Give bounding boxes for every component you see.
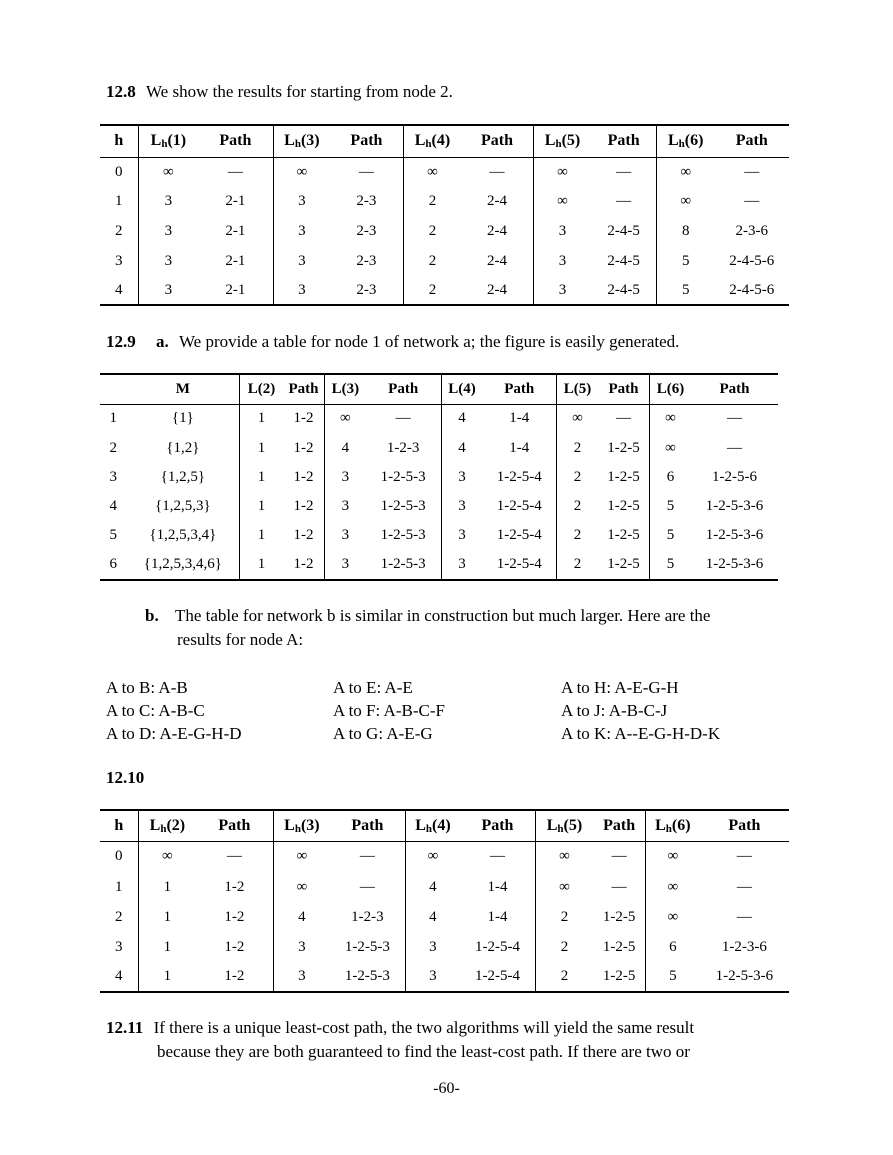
col-header-l6: L(6): [650, 374, 691, 404]
table-cell: 2: [403, 216, 461, 247]
table-cell: 1-2-5: [602, 968, 636, 984]
table-cell: 1: [240, 492, 283, 521]
table-cell: 4: [441, 433, 482, 463]
table-cell: 1-2-5-3: [380, 498, 426, 514]
table-cell: 2-3-6: [735, 223, 768, 239]
col-header-m: M: [127, 374, 240, 404]
table-row: [100, 962, 789, 992]
table-cell: 1-2-5-4: [474, 938, 520, 955]
table-cell: 4: [115, 968, 123, 984]
table-cell: 2-4-5-6: [729, 281, 775, 298]
table-cell: 4: [405, 872, 460, 902]
col-header-path: Path: [330, 810, 405, 841]
table-cell: 1-2: [293, 469, 314, 485]
table-cell: 1-2: [293, 410, 314, 427]
table-cell: 6: [650, 463, 691, 492]
table-cell: {1,2}: [166, 439, 200, 456]
table-cell: 1-2: [293, 498, 314, 514]
table-cell: 2-4-5-6: [729, 253, 775, 269]
table-cell: 1-2-5-6: [711, 469, 757, 485]
table-12-10: [100, 809, 789, 993]
table-cell: —: [359, 848, 375, 865]
table-cell: —: [616, 193, 632, 209]
table-cell: 1: [240, 433, 283, 463]
table-cell: ∞: [533, 157, 591, 187]
table-cell: 1-2-5-3: [344, 968, 390, 984]
table-cell: 3: [273, 932, 330, 962]
table-cell: 6: [109, 556, 118, 572]
col-header-path: Path: [715, 125, 789, 157]
table-row: [100, 404, 778, 433]
table-cell: 3: [405, 962, 460, 992]
table-cell: —: [726, 410, 742, 427]
route-line: A to F: A-B-C-F: [333, 701, 445, 720]
table-cell: 0: [115, 848, 123, 865]
table-cell: {1,2,5,3,4}: [149, 527, 217, 543]
table-cell: 1-2-5-4: [496, 527, 542, 543]
col-header-path: Path: [591, 125, 656, 157]
table-cell: 3: [533, 247, 591, 276]
col-header-h: h: [100, 125, 138, 157]
table-cell: 8: [656, 216, 714, 247]
table-cell: 1-2-5: [607, 498, 640, 514]
table-row: [100, 841, 789, 872]
table-row: [100, 157, 789, 187]
table-row: [100, 872, 789, 902]
table-cell: ∞: [650, 433, 691, 463]
table-cell: 3: [138, 216, 198, 247]
table-cell: {1,2,5,3}: [155, 498, 211, 514]
table-header-row: [100, 810, 789, 841]
table-cell: 3: [324, 492, 365, 521]
route-line: A to K: A--E-G-H-D-K: [561, 724, 721, 743]
table-cell: 5: [650, 492, 691, 521]
table-cell: 1-4: [509, 410, 530, 427]
table-cell: 2: [557, 550, 598, 580]
para-text-line1: If there is a unique least-cost path, the two algorithms will yield the same result: [153, 1018, 695, 1037]
table-cell: 5: [656, 276, 714, 305]
table-cell: ∞: [138, 157, 198, 187]
route-line: A to E: A-E: [333, 678, 413, 697]
table-cell: 3: [138, 276, 198, 305]
col-header-lh5: $L_h(5)$: [535, 810, 593, 841]
table-cell: 3: [533, 276, 591, 305]
table-cell: 2: [557, 492, 598, 521]
table-cell: —: [611, 878, 627, 895]
table-cell: 4: [273, 902, 330, 932]
col-header-h: h: [100, 810, 138, 841]
table-cell: ∞: [535, 841, 593, 872]
table-cell: —: [616, 163, 632, 180]
table-row: [100, 187, 789, 216]
table-cell: 0: [115, 163, 123, 180]
para-text: We provide a table for node 1 of network a; the figure is easily generated.: [179, 332, 680, 351]
table-cell: 4: [115, 281, 123, 298]
table-cell: ∞: [403, 157, 461, 187]
col-header-path: Path: [598, 374, 650, 404]
table-cell: 1-2: [293, 439, 314, 456]
table-row: [100, 492, 778, 521]
route-line: A to C: A-B-C: [106, 701, 205, 720]
table-cell: ∞: [324, 404, 365, 433]
table-cell: 3: [324, 463, 365, 492]
col-header-path: Path: [691, 374, 778, 404]
table-cell: {1}: [171, 410, 194, 427]
col-header-path: Path: [593, 810, 645, 841]
table-cell: 2: [557, 433, 598, 463]
table-cell: ∞: [273, 841, 330, 872]
col-header-index: [100, 374, 127, 404]
table-cell: 3: [273, 276, 330, 305]
col-header-lh4: $L_h(4)$: [403, 125, 461, 157]
table-cell: 3: [273, 247, 330, 276]
table-cell: 3: [441, 492, 482, 521]
table-cell: 1-2: [224, 878, 245, 895]
table-cell: 1-2-5: [607, 527, 640, 543]
table-cell: 2: [557, 521, 598, 550]
table-cell: 1-2: [224, 938, 245, 955]
table-cell: 1: [240, 521, 283, 550]
table-cell: ∞: [535, 872, 593, 902]
para-12-11-line2: because they are both guaranteed to find the least-cost path. If there are two or: [157, 1042, 690, 1061]
table-cell: {1,2,5}: [160, 469, 206, 485]
table-cell: 1: [109, 410, 118, 427]
para-12-9b: [145, 604, 710, 628]
table-cell: —: [744, 193, 760, 209]
table-row: [100, 247, 789, 276]
table-cell: 5: [646, 962, 700, 992]
table-cell: 1-2: [224, 968, 245, 984]
table-cell: 3: [324, 550, 365, 580]
table-cell: 2: [115, 908, 123, 925]
table-row: [100, 932, 789, 962]
page-number: -60-: [433, 1080, 460, 1097]
table-cell: 1-2-5-3-6: [705, 556, 764, 572]
table-cell: —: [489, 163, 505, 180]
table-cell: 4: [109, 498, 118, 514]
col-header-lh1: $L_h(1)$: [138, 125, 198, 157]
table-cell: 2-3: [356, 281, 377, 298]
table-cell: 2-4: [486, 253, 507, 269]
col-header-l3: L(3): [324, 374, 365, 404]
table-cell: 6: [646, 932, 700, 962]
table-cell: 2: [535, 902, 593, 932]
item-label-a: a.: [156, 332, 169, 351]
table-row: [100, 276, 789, 305]
col-header-l2: L(2): [240, 374, 283, 404]
section-number: 12.8: [106, 82, 136, 101]
table-cell: 2: [535, 932, 593, 962]
table-cell: ∞: [557, 404, 598, 433]
route-line: A to B: A-B: [106, 678, 188, 697]
table-cell: 2: [109, 439, 118, 456]
table-cell: 2-1: [225, 223, 246, 239]
table-cell: {1,2,5,3,4,6}: [143, 556, 222, 572]
table-cell: ∞: [533, 187, 591, 216]
table-cell: 1-2-5-3-6: [705, 527, 764, 543]
table-cell: 4: [405, 902, 460, 932]
table-cell: 3: [138, 247, 198, 276]
table-cell: —: [736, 908, 752, 925]
table-row: [100, 521, 778, 550]
routes-col-2: [333, 676, 445, 745]
table-cell: 5: [109, 527, 118, 543]
table-cell: 3: [533, 216, 591, 247]
col-header-path: Path: [461, 125, 533, 157]
table-cell: ∞: [646, 872, 700, 902]
table-cell: 2-4-5: [607, 253, 640, 269]
table-cell: 3: [441, 521, 482, 550]
para-text: We show the results for starting from node 2.: [146, 82, 453, 101]
table-cell: 2-4-5: [607, 223, 640, 239]
route-line: A to H: A-E-G-H: [561, 678, 679, 697]
section-number: 12.9: [106, 332, 136, 351]
table-cell: 2-4: [486, 281, 507, 298]
table-cell: 1: [138, 902, 196, 932]
table-cell: —: [736, 878, 752, 895]
table-cell: 1-2-5: [607, 439, 640, 456]
table-cell: 2-1: [225, 253, 246, 269]
table-cell: —: [744, 163, 760, 180]
routes-col-1: [106, 676, 242, 745]
table-cell: 1-2-5: [607, 469, 640, 485]
table-cell: 4: [324, 433, 365, 463]
table-cell: 5: [650, 521, 691, 550]
table-cell: 1: [240, 550, 283, 580]
table-cell: 2: [403, 276, 461, 305]
table-header-row: [100, 374, 778, 404]
table-cell: 1-2: [293, 527, 314, 543]
table-cell: 1: [138, 962, 196, 992]
table-cell: 1: [115, 193, 123, 209]
table-cell: 1-4: [509, 439, 530, 456]
table-cell: 1-2-5-3-6: [715, 968, 774, 984]
table-cell: 1-2-5-4: [496, 498, 542, 514]
table-cell: 2: [557, 463, 598, 492]
table-cell: —: [611, 848, 627, 865]
table-cell: ∞: [650, 404, 691, 433]
table-cell: 1-2-5-3: [380, 469, 426, 485]
table-cell: ∞: [273, 157, 330, 187]
table-cell: 2-4: [486, 193, 507, 209]
col-header-path: Path: [283, 374, 324, 404]
table-cell: 3: [441, 463, 482, 492]
table-cell: 1: [240, 463, 283, 492]
table-cell: ∞: [656, 157, 714, 187]
table-cell: 1-2-5-3: [380, 556, 426, 572]
col-header-lh6: $L_h(6)$: [646, 810, 700, 841]
table-cell: —: [726, 439, 742, 456]
table-cell: 1-4: [487, 878, 508, 895]
col-header-lh3: $L_h(3)$: [273, 125, 330, 157]
table-row: [100, 902, 789, 932]
table-cell: 3: [441, 550, 482, 580]
table-cell: ∞: [138, 841, 196, 872]
col-header-path: Path: [366, 374, 441, 404]
table-cell: 1-2-5-4: [496, 556, 542, 572]
table-cell: 3: [273, 216, 330, 247]
table-cell: 2-4: [486, 223, 507, 239]
table-cell: 2: [115, 223, 123, 239]
table-cell: 3: [138, 187, 198, 216]
table-cell: —: [226, 848, 242, 865]
routes-col-3: [561, 676, 720, 745]
table-cell: 3: [405, 932, 460, 962]
col-header-path: Path: [330, 125, 403, 157]
table-cell: 2: [403, 247, 461, 276]
table-cell: ∞: [646, 841, 700, 872]
item-label-b: b.: [145, 606, 159, 625]
table-cell: 1-2-3-6: [721, 938, 767, 955]
table-cell: —: [736, 848, 752, 865]
section-number: 12.10: [106, 768, 145, 787]
table-cell: 2-3: [356, 193, 377, 209]
table-row: [100, 216, 789, 247]
route-line: A to D: A-E-G-H-D: [106, 724, 242, 743]
col-header-path: Path: [482, 374, 556, 404]
table-12-8: [100, 124, 789, 306]
table-cell: 1-2-5-3: [344, 938, 390, 955]
para-12-8: [106, 80, 453, 104]
table-cell: 3: [115, 253, 123, 269]
table-row: [100, 463, 778, 492]
table-cell: 1: [138, 932, 196, 962]
table-cell: 1-2-5: [602, 908, 636, 925]
table-cell: ∞: [646, 902, 700, 932]
table-cell: 3: [109, 469, 118, 485]
table-cell: 2: [403, 187, 461, 216]
table-cell: —: [489, 848, 505, 865]
table-row: [100, 550, 778, 580]
table-cell: ∞: [656, 187, 714, 216]
para-12-9b-line2: results for node A:: [177, 630, 304, 649]
table-header-row: [100, 125, 789, 157]
table-cell: 1: [240, 404, 283, 433]
col-header-l5: L(5): [557, 374, 598, 404]
section-number: 12.11: [106, 1018, 144, 1037]
col-header-path: Path: [460, 810, 535, 841]
table-cell: ∞: [273, 872, 330, 902]
table-cell: —: [227, 163, 243, 180]
table-cell: 2: [535, 962, 593, 992]
para-12-9: [106, 330, 679, 354]
table-cell: 1: [115, 878, 123, 895]
table-cell: 1-4: [487, 908, 508, 925]
table-cell: 1-2-5: [607, 556, 640, 572]
table-12-9a: [100, 373, 778, 581]
col-header-lh5: $L_h(5)$: [533, 125, 591, 157]
table-cell: 2-1: [225, 193, 246, 209]
table-cell: ∞: [405, 841, 460, 872]
table-row: [100, 433, 778, 463]
table-cell: 5: [656, 247, 714, 276]
table-cell: 1-2-3: [351, 908, 384, 925]
col-header-l4: L(4): [441, 374, 482, 404]
table-cell: 1: [138, 872, 196, 902]
col-header-path: Path: [700, 810, 789, 841]
table-cell: —: [358, 163, 374, 180]
para-text-line1: The table for network b is similar in construction but much larger. Here are the: [174, 606, 711, 625]
col-header-path: Path: [198, 125, 273, 157]
route-line: A to G: A-E-G: [333, 724, 433, 743]
table-cell: 1-2-5-3-6: [705, 498, 764, 514]
para-12-11: [106, 1016, 694, 1040]
col-header-lh2: $L_h(2)$: [138, 810, 196, 841]
para-12-10: [106, 766, 144, 790]
table-cell: —: [359, 878, 375, 895]
table-cell: 3: [115, 938, 123, 955]
table-cell: 1-2-3: [386, 439, 420, 456]
col-header-lh3: $L_h(3)$: [273, 810, 330, 841]
col-header-lh4: $L_h(4)$: [405, 810, 460, 841]
table-cell: 1-2: [293, 556, 314, 572]
table-cell: —: [395, 410, 411, 427]
table-cell: 5: [650, 550, 691, 580]
table-cell: 3: [273, 962, 330, 992]
table-cell: —: [616, 410, 631, 427]
table-cell: 1-2: [224, 908, 245, 925]
table-cell: 2-3: [356, 253, 377, 269]
table-cell: 3: [273, 187, 330, 216]
table-cell: 1-2-5-4: [496, 469, 542, 485]
table-cell: 4: [441, 404, 482, 433]
table-cell: 2-1: [225, 281, 246, 298]
table-cell: 1-2-5: [602, 938, 636, 955]
table-cell: 1-2-5-4: [474, 968, 520, 984]
table-cell: 3: [324, 521, 365, 550]
table-cell: 1-2-5-3: [380, 527, 426, 543]
col-header-lh6: $L_h(6)$: [656, 125, 714, 157]
route-line: A to J: A-B-C-J: [561, 701, 668, 720]
table-cell: 2-4-5: [607, 281, 640, 298]
col-header-path: Path: [196, 810, 273, 841]
table-cell: 2-3: [356, 223, 377, 239]
